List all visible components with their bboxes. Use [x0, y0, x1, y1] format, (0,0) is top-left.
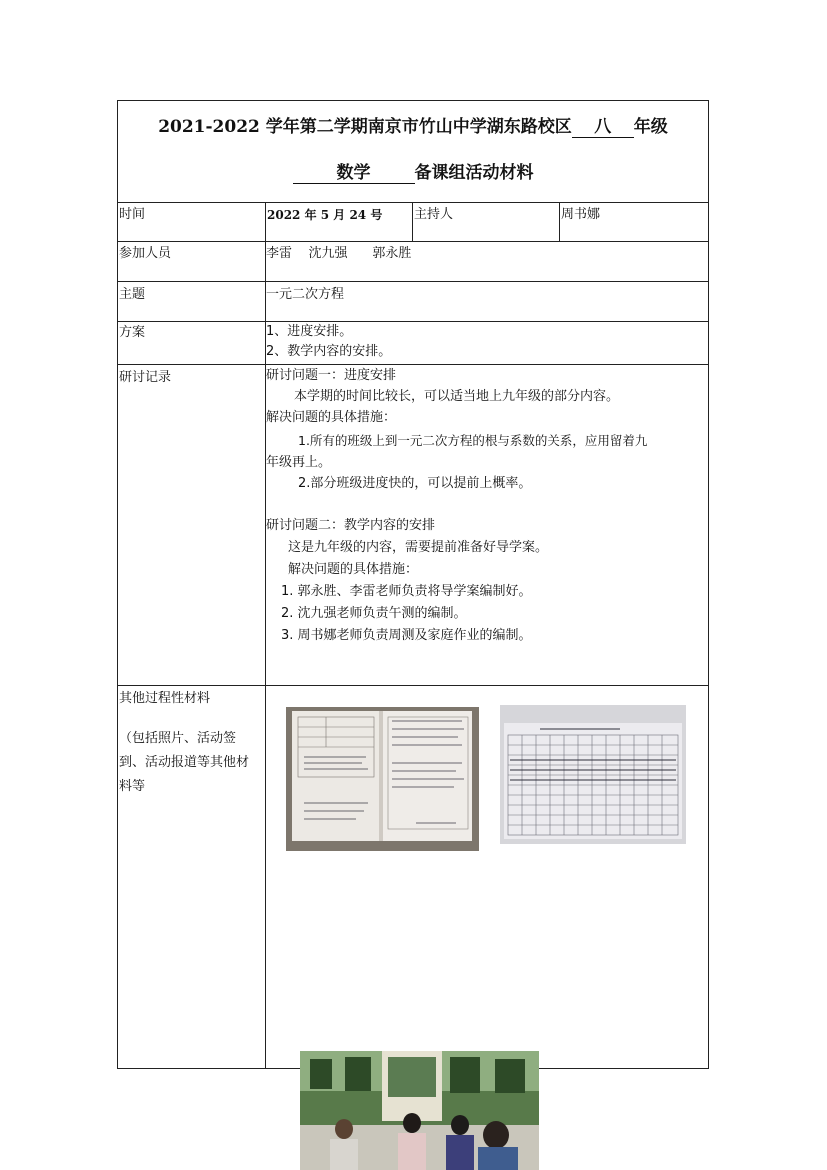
record-line: 年级再上。 [266, 455, 332, 470]
plan-label: 方案 [119, 325, 146, 340]
record-line: 解决问题的具体措施： [266, 410, 397, 425]
record-line: 本学期的时间比较长，可以适当地上九年级的部分内容。 [294, 389, 620, 404]
record-label: 研讨记录 [119, 370, 172, 385]
plan-item: 1、进度安排。 [266, 324, 353, 339]
topic-label: 主题 [119, 287, 146, 302]
participants-value: 李雷 沈九强 郭永胜 [266, 246, 412, 261]
record-line: 2.部分班级进度快的，可以提前上概率。 [298, 476, 532, 491]
topic-value: 一元二次方程 [266, 287, 345, 302]
grade-value: 八 [572, 112, 634, 138]
other-note: （包括照片、活动签 到、活动报道等其他材 料等 [119, 731, 250, 794]
record-line: 3. 周书娜老师负责周测及家庭作业的编制。 [281, 628, 532, 643]
signin-sheet-photo [500, 705, 686, 844]
time-label: 时间 [119, 207, 146, 222]
meeting-photo [300, 1051, 539, 1170]
document-subtitle: 数学 备课组活动材料 [117, 158, 709, 184]
time-value: 2022 年 5 月 24 号 [267, 208, 383, 222]
subject-value: 数学 [293, 158, 415, 184]
other-label: 其他过程性材料 [119, 691, 211, 706]
record-line: 2. 沈九强老师负责午测的编制。 [281, 606, 467, 621]
record-line: 研讨问题一：进度安排 [266, 368, 397, 383]
record-line: 研讨问题二：教学内容的安排 [266, 518, 436, 533]
record-line: 1. 郭永胜、李雷老师负责将导学案编制好。 [281, 584, 532, 599]
document-title: 2021-2022 学年第二学期南京市竹山中学湖东路校区 八 年级 [117, 112, 709, 138]
participants-label: 参加人员 [119, 246, 172, 261]
notebook-photo [286, 707, 479, 851]
host-label: 主持人 [414, 207, 454, 222]
record-line: 1.所有的班级上到一元二次方程的根与系数的关系，应用留着九 [298, 433, 648, 448]
record-line: 这是九年级的内容，需要提前准备好导学案。 [288, 540, 549, 555]
host-value: 周书娜 [561, 207, 601, 222]
record-line: 解决问题的具体措施： [288, 562, 419, 577]
plan-item: 2、教学内容的安排。 [266, 344, 392, 359]
